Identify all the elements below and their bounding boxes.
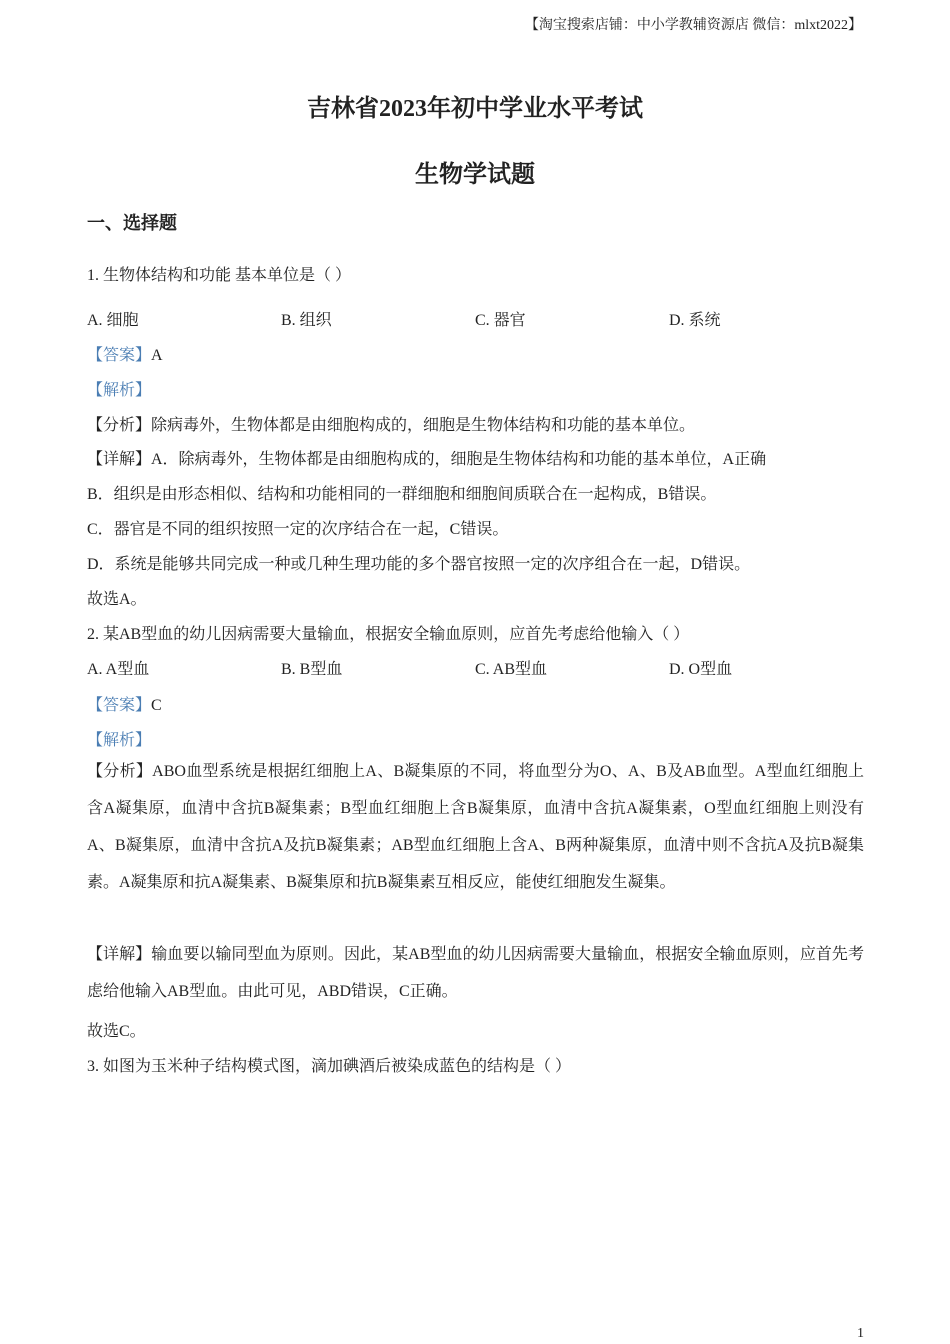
q3-stem: 3. 如图为玉米种子结构模式图，滴加碘酒后被染成蓝色的结构是（ ） xyxy=(87,1058,572,1075)
q2-answer xyxy=(87,692,162,715)
page-subtitle: 生物学试题 xyxy=(415,162,535,188)
q1-line-c: C．器官是不同的组织按照一定的次序结合在一起，C错误。 xyxy=(87,521,509,538)
q2-xiangjie: 【详解】输血要以输同型血为原则。因此，某AB型血的幼儿因病需要大量输血，根据安全输血原则，应首先考虑给他输入AB型血。由此可见，ABD错误，C正确。 xyxy=(87,946,864,1000)
q1-answer-label: 【答案】 xyxy=(87,347,152,364)
q1-xiangjie: 【详解】A．除病毒外，生物体都是由细胞构成的，细胞是生物体结构和功能的基本单位，A正确 xyxy=(87,451,767,468)
q2-answer-value: C xyxy=(151,697,162,714)
q2-analysis-label: 【解析】 xyxy=(87,732,152,749)
q1-stem: 1. 生物体结构和功能 基本单位是（ ） xyxy=(87,267,352,284)
page-title: 吉林省2023年初中学业水平考试 xyxy=(307,96,643,122)
q2-conclusion: 故选C。 xyxy=(87,1023,146,1040)
page-number: 1 xyxy=(857,1326,864,1341)
q2-answer-label: 【答案】 xyxy=(87,697,152,714)
header-note: 【淘宝搜索店铺：中小学教辅资源店 微信：mlxt2022】 xyxy=(524,18,862,33)
q2-option-d: D. O型血 xyxy=(669,661,733,678)
q1-line-b: B．组织是由形态相似、结构和功能相同的一群细胞和细胞间质联合在一起构成，B错误。 xyxy=(87,486,717,503)
q2-fenxi: 【分析】ABO血型系统是根据红细胞上A、B凝集原的不同，将血型分为O、A、B及AB血型。A型血红细胞上含A凝集原，血清中含抗B凝集素；B型血红细胞上含B凝集原，血清中含抗A凝集素，O型血红细胞上则没有A、B凝集原，血清中含抗A及抗B凝集素；AB型血红细胞上含A、B两种凝集原，血清中则不含抗A及抗B凝集素。A凝集原和抗A凝集素、B凝集原和抗B凝集素互相反应，能使红细胞发生凝集。 xyxy=(87,763,864,891)
q1-option-b: B. 组织 xyxy=(281,312,332,329)
q1-answer xyxy=(87,342,163,365)
q1-answer-value: A xyxy=(151,347,163,364)
q1-analysis-label: 【解析】 xyxy=(87,382,152,399)
q2-option-b: B. B型血 xyxy=(281,661,343,678)
section-heading: 一、选择题 xyxy=(87,213,177,233)
q1-option-d: D. 系统 xyxy=(669,312,721,329)
q1-option-c: C. 器官 xyxy=(475,312,526,329)
q1-conclusion: 故选A。 xyxy=(87,591,147,608)
q2-stem: 2. 某AB型血的幼儿因病需要大量输血，根据安全输血原则，应首先考虑给他输入（ ） xyxy=(87,626,690,643)
q2-option-c: C. AB型血 xyxy=(475,661,548,678)
q1-fenxi: 【分析】除病毒外，生物体都是由细胞构成的，细胞是生物体结构和功能的基本单位。 xyxy=(87,417,696,434)
q2-option-a: A. A型血 xyxy=(87,661,150,678)
q1-option-a: A. 细胞 xyxy=(87,312,139,329)
q1-line-d: D．系统是能够共同完成一种或几种生理功能的多个器官按照一定的次序组合在一起，D错误。 xyxy=(87,556,751,573)
